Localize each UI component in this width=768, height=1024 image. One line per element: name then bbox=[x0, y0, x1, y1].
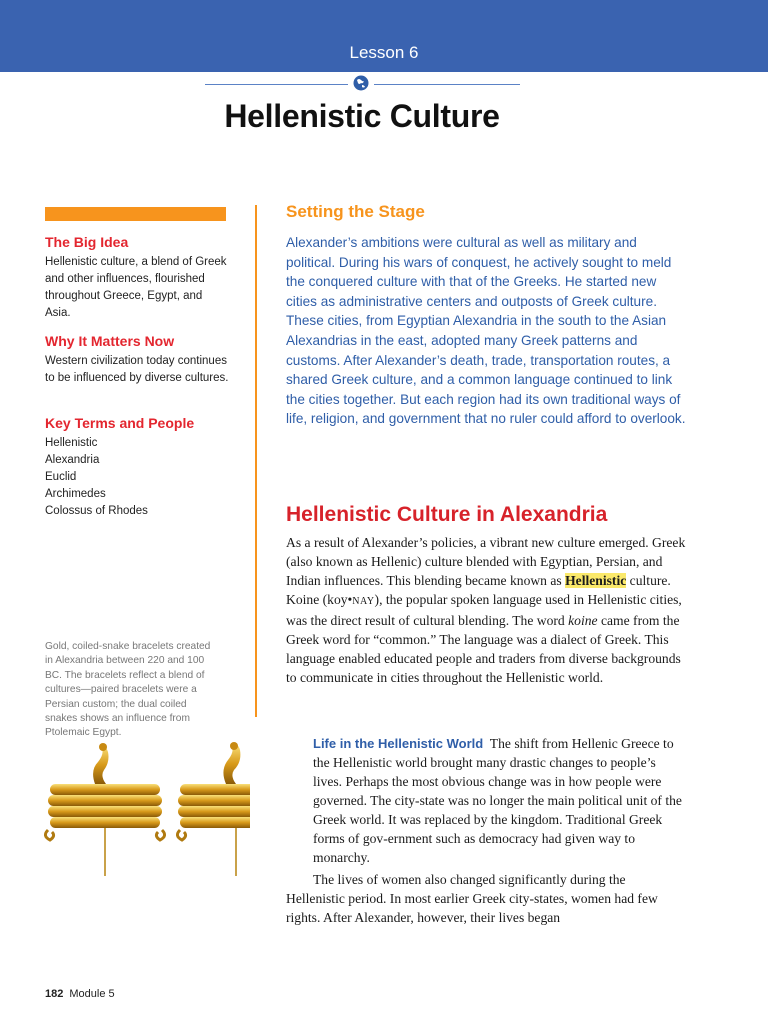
paragraph-1-part: As a result of Alexander’s policies, a vibrant new culture emerged. Greek (also known as Hellenic) culture blended with Egyptian, Persian, and Indian influences. This blending became known as bbox=[286, 535, 686, 588]
key-terms-section bbox=[45, 415, 230, 520]
column-divider bbox=[255, 205, 257, 717]
page-number: 182 bbox=[45, 988, 64, 1000]
hellenistic-term-highlight: Hellenistic bbox=[565, 573, 627, 588]
big-idea-heading: The Big Idea bbox=[45, 234, 129, 250]
sidebar-accent-bar bbox=[45, 207, 226, 221]
setting-the-stage-heading: Setting the Stage bbox=[286, 202, 425, 221]
why-matters-heading: Why It Matters Now bbox=[45, 333, 175, 349]
key-term: Hellenistic bbox=[45, 437, 98, 449]
page-title: Hellenistic Culture bbox=[224, 98, 500, 134]
key-term: Alexandria bbox=[45, 454, 100, 466]
big-idea-section bbox=[45, 234, 230, 322]
key-term: Euclid bbox=[45, 471, 77, 483]
image-caption: Gold, coiled-snake bracelets created in Alexandria between 220 and 100 BC. The bracelets reflect a blend of cultures—paired bracelets were a Persian custom; the dual coiled snakes shows an influence from Ptolemaic Egypt. bbox=[45, 641, 211, 739]
key-terms-heading: Key Terms and People bbox=[45, 415, 195, 431]
lesson-label: Lesson 6 bbox=[349, 43, 419, 62]
title-rule-left bbox=[205, 84, 348, 85]
key-terms-list bbox=[45, 435, 230, 520]
key-term: Archimedes bbox=[45, 488, 106, 500]
paragraph-1-part: culture. Koine (koy• bbox=[286, 573, 671, 607]
paragraph-3: The lives of women also changed significantly during the Hellenistic period. In most earlier Greek city-states, women had few rights. After Alexander, however, their lives began bbox=[286, 872, 658, 925]
paragraph-1-part: came from the Greek word for “common.” The language was a dialect of Greek. This language enabled educated people and traders from diverse backgrounds to communicate in cities throughout the Hellenistic world. bbox=[286, 613, 681, 685]
title-rule-right bbox=[374, 84, 520, 85]
setting-the-stage-text: Alexander’s ambitions were cultural as well as military and political. During his wars of conquest, he actively sought to meld the conquered culture with that of the Greeks. He started new cities as administrative centers and outposts of Greek culture. These cities, from Egyptian Alexandria in the south to the Asian Alexandrias in the east, adopted many Greek patterns and customs. After Alexander’s death, trade, transportation routes, a shared Greek culture, and a common language continued to link the cities together. But each region had its own traditional ways of life, religion, and government that no ruler could afford to overlook. bbox=[286, 235, 686, 427]
snake-bracelets-image bbox=[40, 740, 250, 880]
section-heading: Hellenistic Culture in Alexandria bbox=[286, 503, 608, 526]
life-in-hellenistic-world-subhead: Life in the Hellenistic World bbox=[313, 736, 484, 751]
key-term: Colossus of Rhodes bbox=[45, 505, 148, 517]
module-label: Module 5 bbox=[69, 988, 115, 1000]
big-idea-text: Hellenistic culture, a blend of Greek and other influences, flourished throughout Greece, Egypt, and Asia. bbox=[45, 256, 227, 319]
koine-italic: koine bbox=[568, 613, 598, 628]
why-matters-text: Western civilization today continues to be influenced by diverse cultures. bbox=[45, 355, 229, 384]
paragraph-2-text: The shift from Hellenic Greece to the Hellenistic world brought many drastic changes to people’s lives. Perhaps the most obvious change was in how people were governed. The city-state was no longer the main political unit of the Greek world. It was replaced by the kingdom. Traditional Greek forms of gov-ernment such as democracy had given way to monarchy. bbox=[313, 736, 682, 865]
paragraph-1 bbox=[286, 533, 686, 687]
left-bracelet bbox=[45, 743, 164, 876]
why-matters-section bbox=[45, 333, 230, 387]
globe-icon bbox=[353, 75, 369, 91]
right-bracelet bbox=[177, 742, 250, 876]
page-footer bbox=[45, 988, 115, 1000]
paragraph-2 bbox=[313, 734, 686, 867]
pronunciation-smallcaps: NAY bbox=[352, 596, 375, 607]
paragraph-1-part: ), the popular spoken language used in Hellenistic cities, was the direct result of cultural blending. The word bbox=[286, 592, 682, 628]
